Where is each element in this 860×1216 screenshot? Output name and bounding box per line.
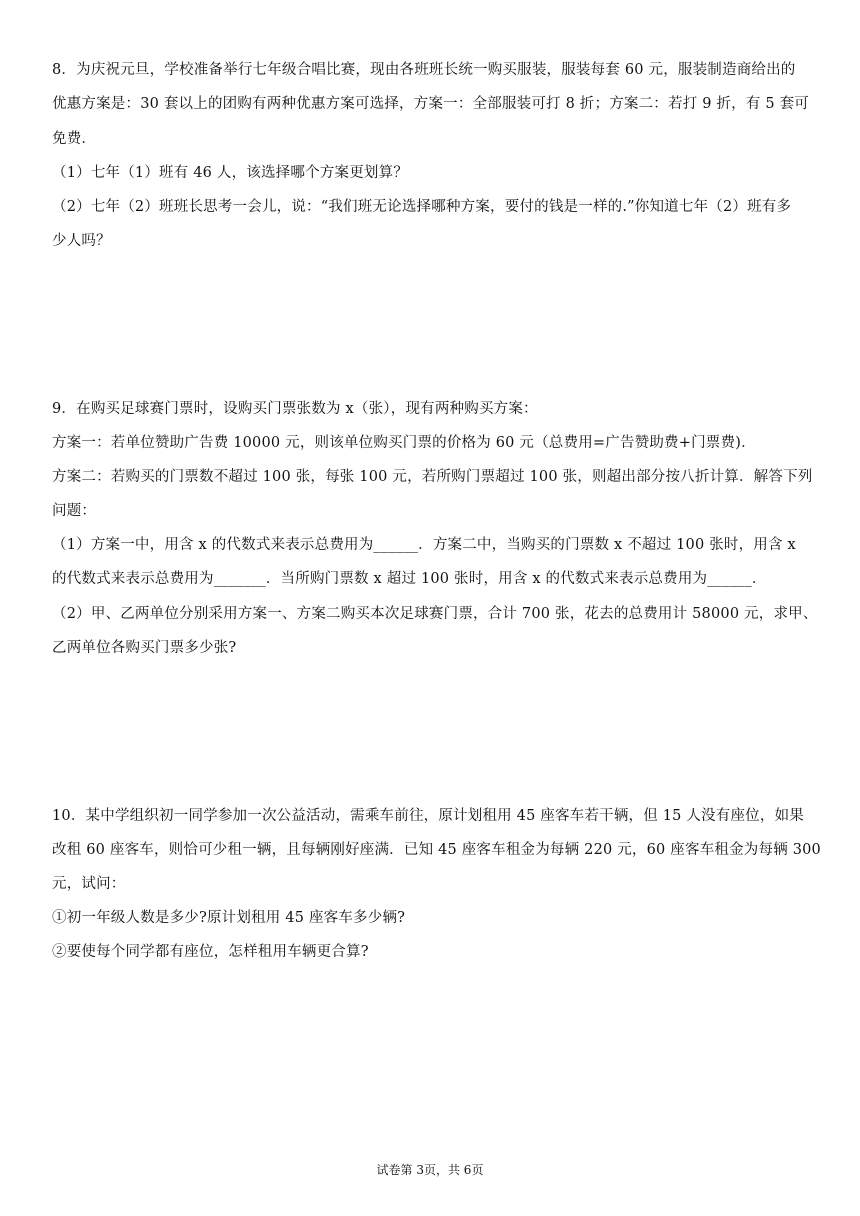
q8-part-2: （2）七年（2）班班长思考一会儿，说：“我们班无论选择哪种方案，要付的钱是一样的.”你知道七年（2）班有多	[52, 199, 792, 215]
q8-line-2: 优惠方案是：30 套以上的团购有两种优惠方案可选择，方案一：全部服装可打 8 折；方案二：若打 9 折，有 5 套可	[52, 96, 809, 112]
q8-part-2-cont: 少人吗？	[52, 233, 111, 249]
q8-line-3: 免费．	[52, 131, 97, 147]
q9-part-1-cont: 的代数式来表示总费用为_______．当所购门票数 x 超过 100 张时，用含 x 的代数式来表示总费用为______．	[52, 571, 767, 587]
q10-part-1: ①初一年级人数是多少?原计划租用 45 座客车多少辆?	[52, 910, 406, 926]
q9-part-1: （1）方案一中，用含 x 的代数式来表示总费用为______．方案二中，当购买的门票数 x 不超过 100 张时，用含 x	[52, 537, 796, 553]
q10-part-2: ②要使每个同学都有座位，怎样租用车辆更合算?	[52, 944, 369, 960]
q9-plan-1: 方案一：若单位赞助广告费 10000 元，则该单位购买门票的价格为 60 元（总费用=广告赞助费+门票费)．	[52, 435, 756, 451]
q10-line-2: 改租 60 座客车，则恰可少租一辆，且每辆刚好座满．已知 45 座客车租金为每辆 220 元，60 座客车租金为每辆 300	[52, 842, 821, 858]
q8-part-1: （1）七年（1）班有 46 人，该选择哪个方案更划算？	[52, 165, 409, 181]
q10-line-1: 10．某中学组织初一同学参加一次公益活动，需乘车前往，原计划租用 45 座客车若干辆，但 15 人没有座位，如果	[52, 808, 804, 824]
q8-line-1: 8．为庆祝元旦，学校准备举行七年级合唱比赛，现由各班班长统一购买服装，服装每套 60 元，服装制造商给出的	[52, 62, 796, 78]
q10-line-3: 元，试问：	[52, 876, 126, 892]
q9-part-2-cont: 乙两单位各购买门票多少张?	[52, 640, 237, 656]
page-footer: 试卷第 3页，共 6页	[376, 1163, 484, 1177]
q9-line-1: 9．在购买足球赛门票时，设购买门票张数为 x（张），现有两种购买方案：	[52, 401, 538, 417]
q9-part-2: （2）甲、乙两单位分别采用方案一、方案二购买本次足球赛门票，合计 700 张，花去的总费用计 58000 元，求甲、	[52, 606, 818, 622]
q9-plan-2-cont: 问题：	[52, 503, 97, 519]
q9-plan-2: 方案二：若购买的门票数不超过 100 张，每张 100 元，若所购门票超过 100 张，则超出部分按八折计算．解答下列	[52, 469, 813, 485]
